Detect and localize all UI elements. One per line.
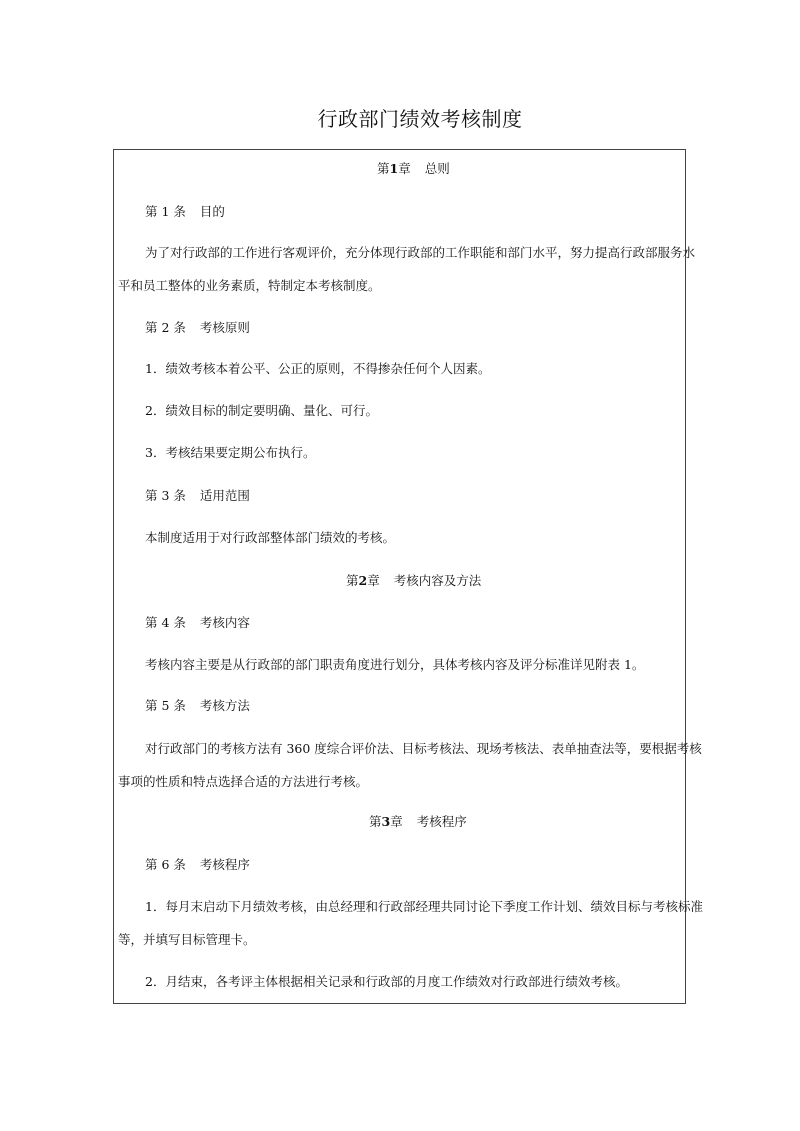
method-text-line-2: 事项的性质和特点选择合适的方法进行考核。	[118, 774, 369, 789]
article-4-heading: 第 4 条 考核内容	[145, 615, 250, 630]
principle-item-2: 2．绩效目标的制定要明确、量化、可行。	[145, 403, 378, 418]
article-5-heading: 第 5 条 考核方法	[145, 698, 250, 713]
principle-item-3: 3．考核结果要定期公布执行。	[145, 445, 316, 460]
procedure-item-2: 2．月结束，各考评主体根据相关记录和行政部的月度工作绩效对行政部进行绩效考核。	[145, 974, 628, 989]
article-6-heading: 第 6 条 考核程序	[145, 857, 250, 872]
scope-text: 本制度适用于对行政部整体部门绩效的考核。	[145, 530, 396, 545]
purpose-text-line-1: 为了对行政部的工作进行客观评价，充分体现行政部的工作职能和部门水平，努力提高行政部服务水	[145, 245, 696, 260]
procedure-item-1-line-1: 1．每月末启动下月绩效考核，由总经理和行政部经理共同讨论下季度工作计划、绩效目标与考核标准	[145, 899, 703, 914]
article-1-heading: 第 1 条 目的	[145, 204, 225, 219]
principle-item-1: 1．绩效考核本着公平、公正的原则，不得掺杂任何个人因素。	[145, 361, 491, 376]
procedure-item-1-line-2: 等，并填写目标管理卡。	[118, 932, 256, 947]
method-text-line-1: 对行政部门的考核方法有 360 度综合评价法、目标考核法、现场考核法、表单抽查法等，要根据考核	[145, 741, 702, 756]
chapter-2-heading: 第2章 考核内容及方法	[346, 573, 482, 588]
purpose-text-line-2: 平和员工整体的业务素质，特制定本考核制度。	[118, 278, 381, 293]
chapter-1-heading: 第1章 总则	[377, 161, 450, 176]
document-title: 行政部门绩效考核制度	[317, 107, 523, 131]
article-2-heading: 第 2 条 考核原则	[145, 320, 250, 335]
chapter-3-heading: 第3章 考核程序	[369, 814, 467, 829]
article-3-heading: 第 3 条 适用范围	[145, 488, 250, 503]
content-text: 考核内容主要是从行政部的部门职责角度进行划分，具体考核内容及评分标准详见附表 1。	[145, 657, 645, 672]
